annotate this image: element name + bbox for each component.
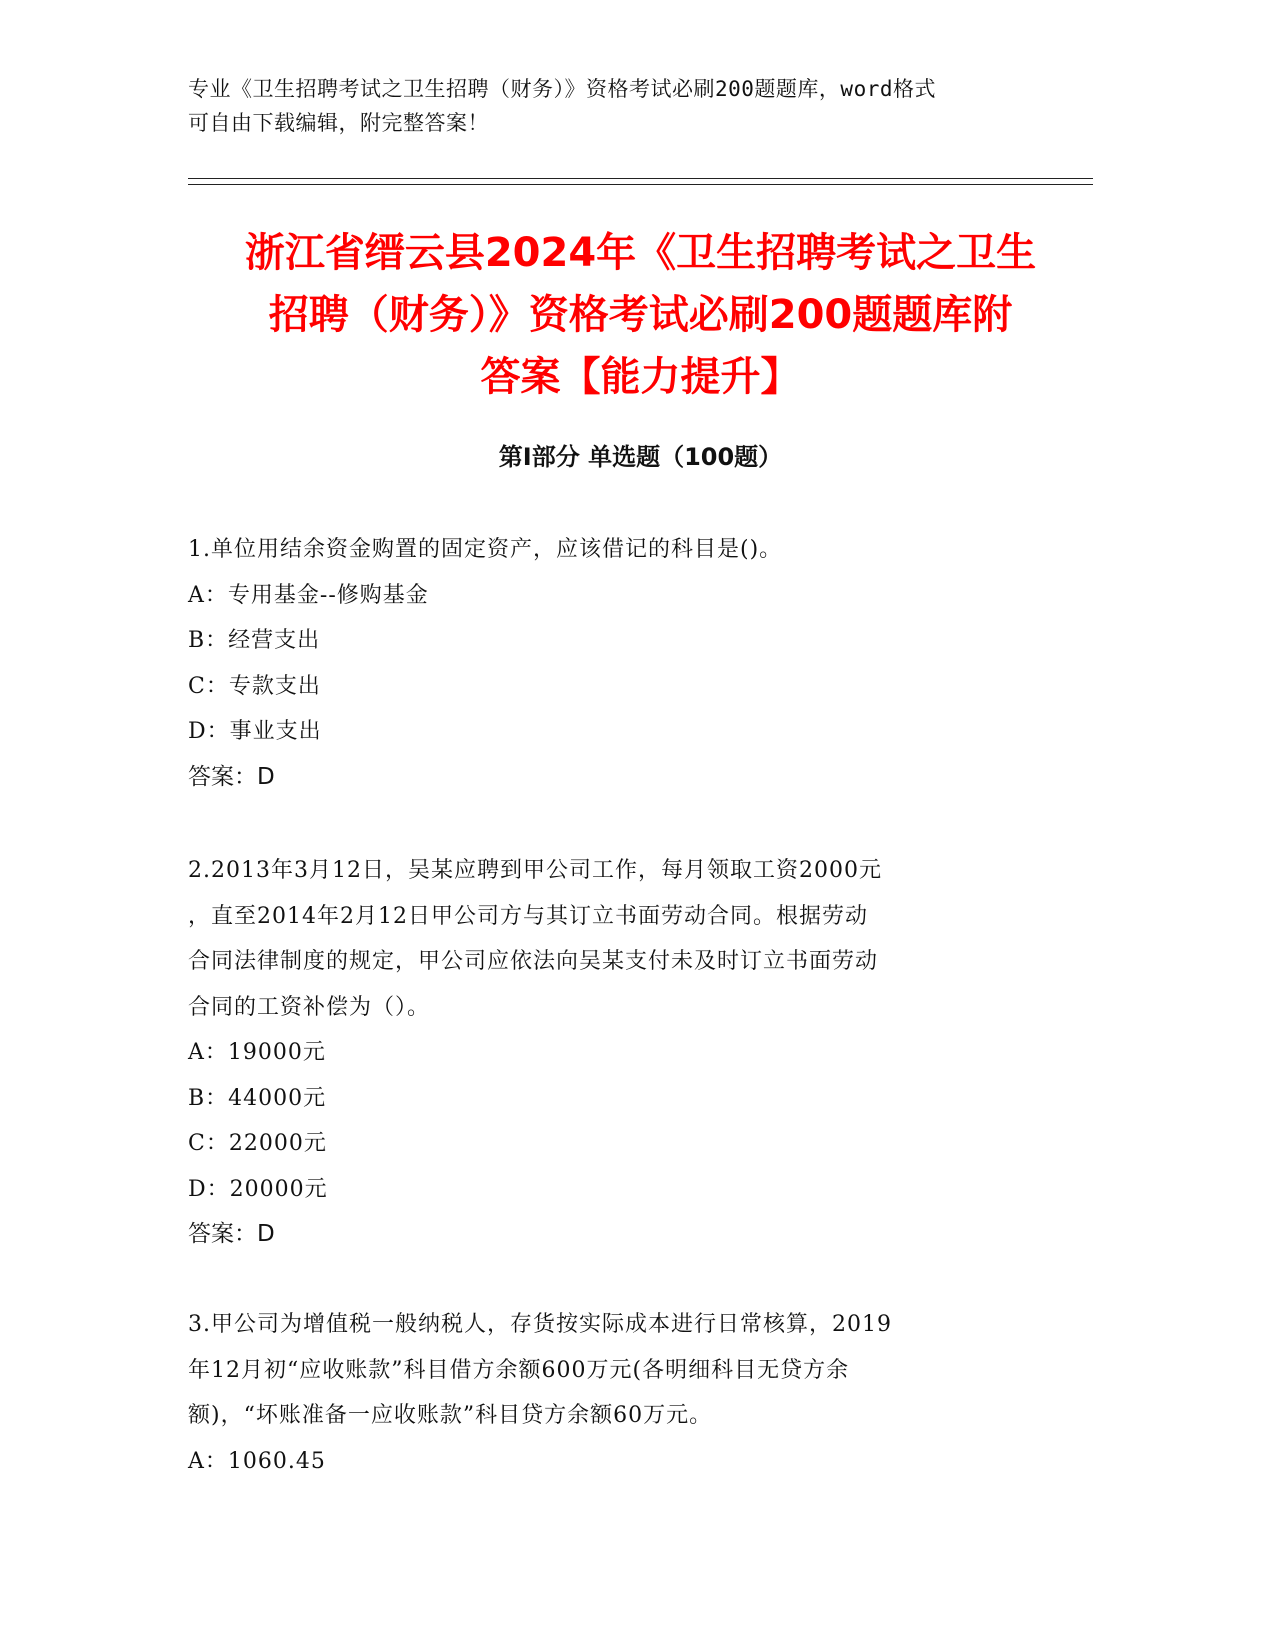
question-1 <box>188 527 1068 800</box>
question-text: 年12月初“应收账款”科目借方余额600万元(各明细科目无贷方余 <box>188 1357 850 1383</box>
question-text: 额)，“坏账准备一应收账款”科目贷方余额60万元。 <box>188 1403 713 1428</box>
question-2 <box>188 848 1068 1258</box>
question-text: 3.甲公司为增值税一般纳税人，存货按实际成本进行日常核算，2019 <box>188 1312 892 1337</box>
divider-rule <box>188 184 1093 185</box>
question-3 <box>188 1302 1068 1484</box>
option-a: A：1060.45 <box>188 1448 326 1474</box>
answer: 答案：D <box>188 1221 275 1247</box>
option-c: C：22000元 <box>188 1131 327 1156</box>
header-note <box>188 72 1088 140</box>
header-note-line: 专业《卫生招聘考试之卫生招聘（财务）》资格考试必刷200题题库，word格式 <box>188 77 936 101</box>
divider-rule <box>188 178 1093 179</box>
option-a: A：专用基金--修购基金 <box>188 582 429 608</box>
document-title-line: 答案【能力提升】 <box>480 354 801 400</box>
question-text: 合同的工资补偿为（）。 <box>188 994 431 1020</box>
answer: 答案：D <box>188 763 275 790</box>
question-text: 合同法律制度的规定，甲公司应依法向吴某支付未及时订立书面劳动 <box>188 949 879 974</box>
document-title-line: 招聘（财务）》资格考试必刷200题题库附 <box>268 292 1013 338</box>
question-text: 2.2013年3月12日，吴某应聘到甲公司工作，每月领取工资2000元 <box>188 858 882 883</box>
option-b: B：经营支出 <box>188 628 321 653</box>
question-text: 1.单位用结余资金购置的固定资产，应该借记的科目是()。 <box>188 537 783 562</box>
option-d: D：事业支出 <box>188 719 322 744</box>
section-title: 第Ⅰ部分 单选题（100题） <box>498 443 783 471</box>
header-note-line: 可自由下载编辑，附完整答案！ <box>188 111 489 135</box>
option-c: C：专款支出 <box>188 673 321 699</box>
document-title <box>168 222 1113 408</box>
option-d: D：20000元 <box>188 1176 328 1202</box>
option-a: A：19000元 <box>188 1040 326 1065</box>
document-title-line: 浙江省缙云县2024年《卫生招聘考试之卫生 <box>244 230 1037 276</box>
question-text: ，直至2014年2月12日甲公司方与其订立书面劳动合同。根据劳动 <box>188 903 868 929</box>
option-b: B：44000元 <box>188 1085 327 1111</box>
